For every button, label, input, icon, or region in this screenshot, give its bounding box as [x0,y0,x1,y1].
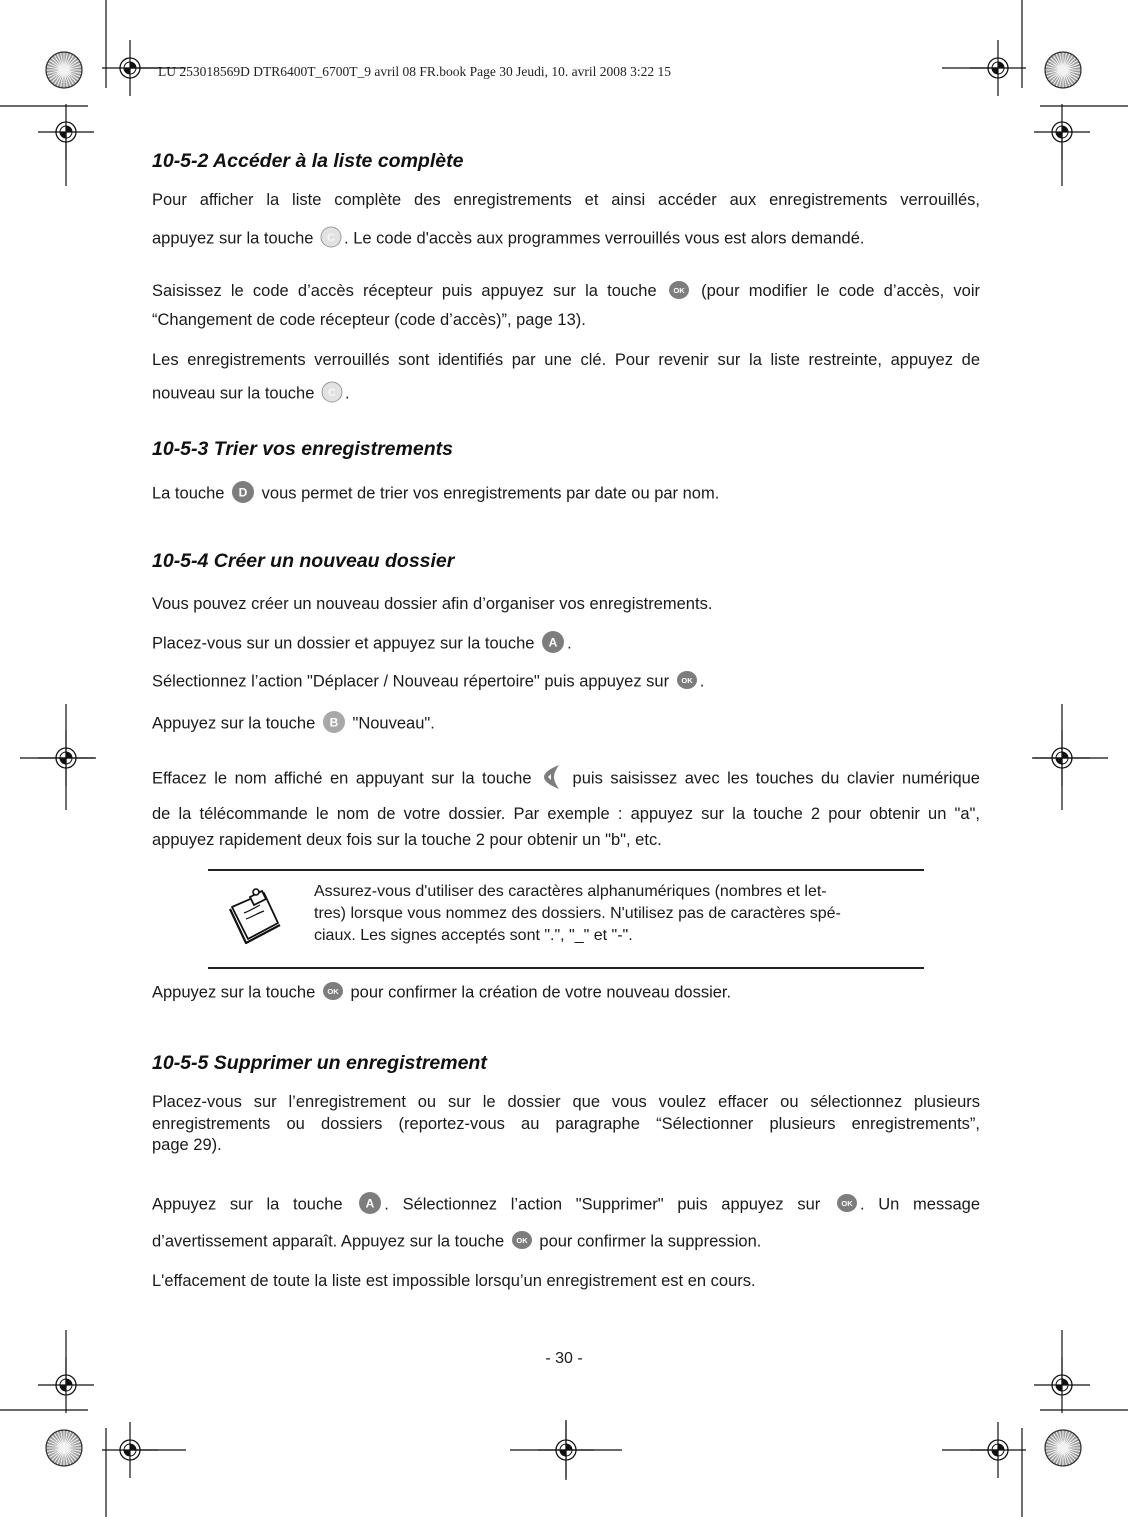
paragraph-line [152,765,980,793]
clipboard-note-icon [222,883,286,954]
paragraph-line: enregistrements ou dossiers (reportez-vous au paragraphe “Sélectionner plusieurs enregistrements”, [152,1115,980,1133]
paragraph-line [152,632,572,656]
paragraph-line [152,383,350,405]
color-wheel-icon [1045,52,1081,88]
page-number: - 30 - [545,1350,583,1367]
text-span: . Un message [859,1195,980,1214]
text-span: Appuyez sur la touche [152,983,316,1002]
text-span: nouveau sur la touche [152,384,315,403]
d-button-icon [231,480,255,504]
text-span: . Sélectionnez l’action "Supprimer" puis appuyez sur [384,1195,821,1214]
color-wheel-icon [46,1430,82,1466]
text-span: appuyez sur la touche [152,229,314,248]
paragraph-line [152,228,864,250]
text-span: Effacez le nom affiché en appuyant sur la touche [152,769,532,788]
print-header: LU 253018569D DTR6400T_6700T_9 avril 08 FR.book Page 30 Jeudi, 10. avril 2008 3:22 15 [158,64,671,79]
a-button-icon [358,1191,382,1215]
key-label: D [238,485,248,500]
paragraph-line: Pour afficher la liste complète des enregistrements et ainsi accéder aux enregistrements verrouillés, [152,191,980,209]
text-span: (pour modifier le code d’accès, voir [701,282,980,300]
text-span: vous permet de trier vos enregistrements par date ou par nom. [261,484,720,503]
color-wheel-icon [46,52,82,88]
note-line: Assurez-vous d'utiliser des caractères alphanumériques (nombres et let- [314,883,827,900]
section-heading: 10-5-4 Créer un nouveau dossier [152,550,455,572]
text-span: Saisissez le code d’accès récepteur puis appuyez sur la touche [152,282,657,300]
key-label: A [365,1196,375,1211]
key-label: OK [673,285,685,295]
note-line: tres) lorsque vous nommez des dossiers. N'utilisez pas de caractères spé- [314,905,841,922]
text-span: . [699,672,705,691]
key-label: B [329,715,339,730]
key-label: C [327,387,336,399]
paragraph-line [152,672,704,692]
key-label: OK [327,987,339,996]
text-span: puis saisissez avec les touches du clavier numérique [572,769,980,788]
paragraph-line [152,1193,980,1217]
text-span: pour confirmer la création de votre nouveau dossier. [350,983,732,1002]
text-span: d’avertissement apparaît. Appuyez sur la touche [152,1232,505,1251]
key-label: C [327,232,336,244]
text-span: Appuyez sur la touche [152,714,316,733]
text-span: Appuyez sur la touche [152,1195,343,1214]
section-heading: 10-5-5 Supprimer un enregistrement [152,1052,487,1074]
text-span: Placez-vous sur un dossier et appuyez sur la touche [152,634,535,653]
a-button-icon [541,630,565,654]
paragraph-line [152,983,731,1003]
key-label: OK [516,1236,528,1245]
text-span: La touche [152,484,225,503]
paragraph-line [152,1232,761,1252]
note-text [314,881,904,947]
key-label: OK [681,676,693,685]
ok-button-icon [511,1230,533,1250]
paragraph-line [152,712,435,736]
ok-button-icon [836,1193,858,1213]
ok-button-icon [668,280,690,300]
paragraph-line: Placez-vous sur l’enregistrement ou sur le dossier que vous voulez effacer ou sélectionnez plusieurs [152,1093,980,1111]
c-button-icon [320,226,342,248]
paragraph-line: Vous pouvez créer un nouveau dossier afin d’organiser vos enregistrements. [152,595,713,613]
paragraph-line: “Changement de code récepteur (code d’accès)”, page 13). [152,311,586,329]
paragraph-line [152,280,980,302]
note-line: ciaux. Les signes acceptés sont ".", "_" et "-". [314,927,633,944]
paragraph-line: de la télécommande le nom de votre dossier. Par exemple : appuyez sur la touche 2 pour obtenir un "a", [152,805,980,823]
text-span: . Le code d'accès aux programmes verrouillés vous est alors demandé. [344,229,865,248]
paragraph-line: L'effacement de toute la liste est impossible lorsqu’un enregistrement est en cours. [152,1272,756,1290]
section-heading: 10-5-3 Trier vos enregistrements [152,438,453,460]
paragraph-line: Les enregistrements verrouillés sont identifiés par une clé. Pour revenir sur la liste restreinte, appuyez de [152,351,980,369]
paragraph-line: page 29). [152,1136,222,1154]
b-button-icon [322,710,346,734]
color-wheel-icon [1045,1430,1081,1466]
text-span: pour confirmer la suppression. [539,1232,762,1251]
ok-button-icon [676,670,698,690]
note-box [208,869,924,969]
c-button-icon [321,381,343,403]
ok-button-icon [322,981,344,1001]
paragraph-line: appuyez rapidement deux fois sur la touche 2 pour obtenir un "b", etc. [152,831,662,849]
section-heading: 10-5-2 Accéder à la liste complète [152,150,464,172]
text-span: Sélectionnez l’action "Déplacer / Nouveau répertoire" puis appuyez sur [152,672,670,691]
text-span: . [567,634,572,653]
left-arrow-button-icon [541,763,563,791]
text-span: "Nouveau". [352,714,435,733]
key-label: A [548,635,558,650]
text-span: . [344,384,350,403]
paragraph-line [152,482,719,506]
key-label: OK [841,1199,853,1208]
